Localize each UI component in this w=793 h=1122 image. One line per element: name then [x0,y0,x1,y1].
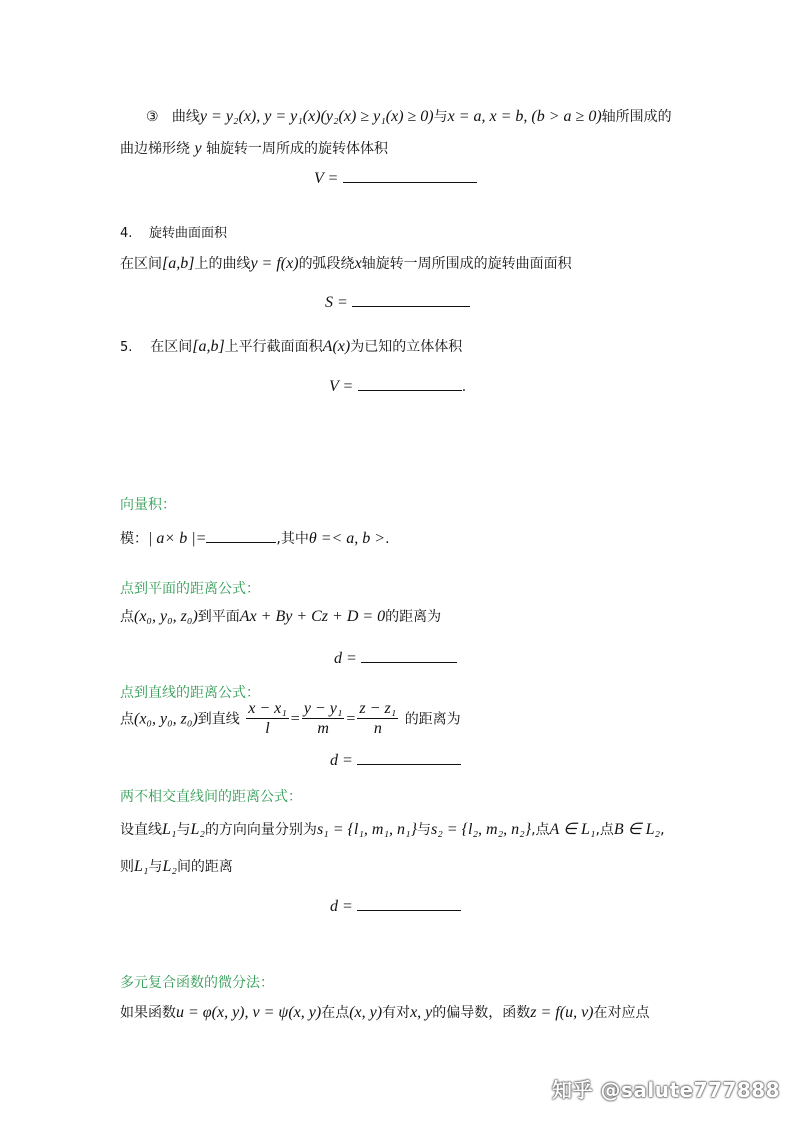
pp-text: 的距离为 [385,609,442,625]
cf-text: 如果函数 [120,1005,176,1021]
sl-text: , [660,822,665,838]
heading-vector-product: 向量积： [120,497,176,513]
vector-formula: | a× b |= [148,530,207,547]
item3-text: 轴所围成的 [601,109,672,125]
item4-title-row [120,222,227,241]
sl-s1: s₁ = {l₁, m₁, n₁} [316,821,418,838]
pl-text: 的距离为 [404,711,461,728]
skew-lines-line2 [120,856,233,876]
point-plane-line [120,606,441,626]
frac-den: l [265,720,270,737]
item5-text: 为已知的立体体积 [350,339,463,355]
equation-lhs: V = [329,378,354,395]
cf-xy: x, y [410,1004,433,1021]
answer-blank[interactable] [206,528,276,543]
answer-blank[interactable] [352,292,470,307]
equals: = [290,710,300,728]
sl-text: 间的距离 [176,859,233,875]
equation-end: . [461,379,467,395]
item3-text: 曲边梯形绕 [120,141,190,157]
item4-interval: [a,b] [162,255,195,272]
vector-label: 模： [120,531,148,547]
item4-text: 轴旋转一周所围成的旋转曲面面积 [361,256,572,272]
item4-text: 在区间 [120,256,162,272]
frac-num: z − z₁ [359,700,397,717]
cf-text: 在点 [321,1005,350,1021]
item3-text: 曲线 [171,109,200,125]
sl-text: 与 [148,859,163,875]
answer-blank[interactable] [343,168,477,183]
pp-text: 点 [120,609,134,625]
skew-lines-equation [330,896,461,916]
watermark: 知乎 @salute777888 [552,1078,781,1102]
heading-composite: 多元复合函数的微分法： [120,975,274,991]
sl-L2: L₂ [190,821,205,838]
vector-end: . [385,531,390,547]
item4-number: 4. [120,226,133,241]
item3-text: 与 [433,109,448,125]
sl-B: B ∈ L₂ [613,821,661,838]
vector-theta: θ =< a, b > [308,530,386,547]
heading-point-line: 点到直线的距离公式： [120,685,260,701]
cf-text: 有对 [382,1005,411,1021]
sl-text: 则 [120,859,134,875]
sl-L2: L₂ [162,858,177,875]
sl-text: ,点 [531,822,550,838]
answer-blank[interactable] [361,648,457,663]
equation-lhs: V = [314,170,339,187]
heading-skew-lines: 两不相交直线间的距离公式： [120,789,302,805]
item5-equation [329,376,466,396]
pl-point: (x₀, y₀, z₀) [134,710,198,728]
point-line-line [120,700,461,739]
sl-A: A ∈ L₁ [549,821,596,838]
item5-area: A(x) [322,338,351,355]
sl-s2: s₂ = {l₂, m₂, n₂} [431,821,532,838]
cf-point: (x, y) [349,1004,383,1021]
item4-curve: y = f(x) [250,255,299,272]
equation-lhs: d = [330,752,353,769]
fraction-x [246,700,289,739]
vector-text: ,其中 [276,531,309,547]
item4-desc [120,253,572,273]
equation-lhs: d = [330,898,353,915]
item3-axis: y [194,140,202,157]
item5-desc [120,336,462,356]
heading-point-plane: 点到平面的距离公式： [120,581,260,597]
equals: = [346,710,356,728]
answer-blank[interactable] [358,376,462,391]
skew-lines-line1 [120,819,665,839]
cf-text: 的偏导数，函数 [432,1005,531,1021]
item3-equation [314,168,477,188]
answer-blank[interactable] [357,750,461,765]
sl-L1: L₁ [162,821,177,838]
pl-text: 到直线 [197,711,240,728]
sl-L1: L₁ [134,858,149,875]
item4-equation [325,292,470,312]
sl-text: ,点 [595,822,614,838]
item5-number: 5. [120,340,133,355]
item4-axis: x [354,255,362,272]
equation-lhs: d = [334,650,357,667]
item3-line2 [120,138,388,158]
answer-blank[interactable] [357,896,461,911]
item4-title: 旋转曲面面积 [148,226,227,241]
point-plane-equation [334,648,457,668]
frac-num: y − y₁ [303,700,343,717]
pp-text: 到平面 [197,609,240,625]
cf-text: 在对应点 [593,1005,650,1021]
sl-text: 与 [417,822,432,838]
vector-product-line [120,528,390,548]
item3-marker: ③ [146,109,159,125]
sl-text: 与 [176,822,191,838]
pl-text: 点 [120,711,134,728]
cf-z: z = f(u, v) [530,1004,594,1021]
equation-lhs: S = [325,294,348,311]
item4-text: 上的曲线 [194,256,251,272]
pp-plane: Ax + By + Cz + D = 0 [239,608,386,625]
item5-text: 在区间 [150,339,193,355]
frac-den: m [317,720,329,737]
fraction-z [357,700,398,739]
item3-line1 [146,106,672,126]
pp-point: (x₀, y₀, z₀) [134,608,198,625]
point-line-equation [330,750,461,770]
sl-text: 设直线 [120,822,162,838]
sl-text: 的方向向量分别为 [204,822,317,838]
item3-text: 轴旋转一周所成的旋转体体积 [206,141,389,157]
composite-line [120,1002,650,1022]
fraction-y [302,700,345,739]
item4-text: 的弧段绕 [298,256,355,272]
frac-num: x − x₁ [248,700,287,717]
item3-formula: y = y₂(x), y = y₁(x)(y₂(x) ≥ y₁(x) ≥ 0) [199,108,434,125]
frac-den: n [373,720,382,737]
item5-interval: [a,b] [192,338,225,355]
cf-u: u = φ(x, y), v = ψ(x, y) [176,1004,322,1021]
item3-bounds: x = a, x = b, (b > a ≥ 0) [447,108,602,125]
item5-text: 上平行截面面积 [224,339,323,355]
